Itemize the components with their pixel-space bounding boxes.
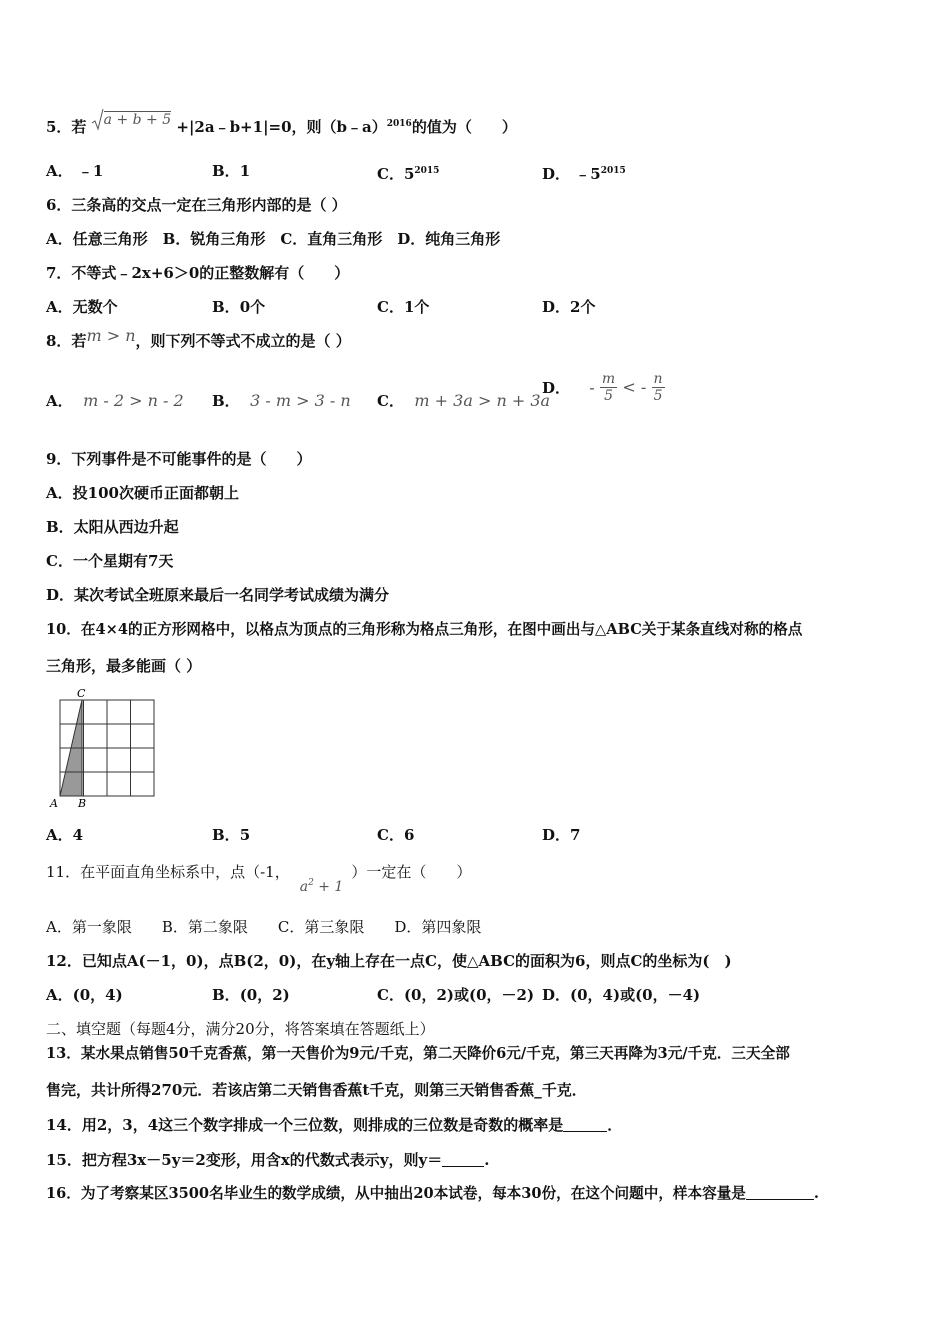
q9-option-b[interactable]: B．太阳从西边升起 [46,518,179,536]
q5-sqrt: a + b + 5 [92,109,171,131]
q9-option-d[interactable]: D．某次考试全班原来最后一名同学考试成绩为满分 [46,586,390,604]
label-a: A [50,797,58,810]
q15-answer-blank[interactable] [442,1152,484,1167]
q12-option-a[interactable]: A．(0，4) [46,986,123,1004]
q12-stem: 12．已知点A(－1，0)，点B(2，0)，在y轴上存在一点C，使△ABC的面积为6，则点C的坐标为( ) [46,952,732,970]
label-b: B [78,797,87,810]
q10-option-b[interactable]: B．5 [212,826,251,844]
q12-option-c[interactable]: C．(0，2)或(0，－2) [377,986,535,1004]
grid-figure [48,686,160,810]
q8-option-d[interactable]: D． - $\frac{m}{5}$ < - $\frac{n}{5}$ [542,371,663,404]
q5-end: 的值为（ ） [411,118,517,136]
q5-option-a[interactable]: A． ﹣1 [46,162,104,180]
q8-stem: 8．若m > n，则下列不等式不成立的是（ ） [46,326,351,350]
q14-answer-blank[interactable] [563,1117,607,1132]
q8-option-a[interactable]: A． m - 2 > n - 2 [46,391,184,410]
q5-exp: 2016 [386,119,412,129]
q7-option-b[interactable]: B．0个 [212,298,266,316]
q6-stem: 6．三条高的交点一定在三角形内部的是（ ） [46,196,347,214]
q10-option-c[interactable]: C．6 [377,826,415,844]
q7-stem: 7．不等式﹣2x+6＞0的正整数解有（ ） [46,264,350,282]
q7-option-c[interactable]: C．1个 [377,298,430,316]
q9-stem: 9．下列事件是不可能事件的是（ ） [46,450,312,468]
q8-option-c[interactable]: C． m + 3a > n + 3a [377,391,551,410]
q8-condition: m > n [86,326,136,345]
q8-option-b[interactable]: B． 3 - m > 3 - n [212,391,351,410]
q5-mid: +|2a﹣b+1|=0，则（b﹣a） [176,118,387,136]
q10-stem-line2: 三角形，最多能画（ ） [46,657,202,675]
q5-option-c[interactable]: C．$5^{2015}$ [377,165,440,183]
q14-stem: 14．用2，3，4这三个数字排成一个三位数，则排成的三位数是奇数的概率是 ． [46,1116,623,1134]
q16-answer-blank[interactable] [746,1185,814,1200]
q5-option-d[interactable]: D． $﹣5^{2015}$ [542,165,626,183]
q11-stem: 11．在平面直角坐标系中，点（-1，$a^2 + 1$）一定在（ ） [46,863,472,895]
q9-option-c[interactable]: C．一个星期有7天 [46,552,174,570]
q12-option-b[interactable]: B．(0，2) [212,986,290,1004]
q12-option-d[interactable]: D．(0，4)或(0，－4) [542,986,701,1004]
fraction-m-over-5: $\frac{m}{5}$ [601,371,616,404]
label-c: C [77,687,86,700]
q15-stem: 15．把方程3x－5y＝2变形，用含x的代数式表示y，则y＝ . [46,1151,490,1169]
q6-options[interactable]: A．任意三角形 B．锐角三角形 C．直角三角形 D．纯角三角形 [46,230,501,248]
q13-line1: 13．某水果点销售50千克香蕉，第一天售价为9元/千克，第二天降价6元/千克，第三天再降为3元/千克．三天全部 [46,1045,790,1062]
section-2-heading: 二、填空题（每题4分，满分20分，将答案填在答题纸上） [46,1020,435,1038]
q5-stem [46,114,517,139]
sqrt-sign-icon [92,109,104,131]
q10-stem-line1: 10．在4×4的正方形网格中，以格点为顶点的三角形称为格点三角形，在图中画出与△ABC关于某条直线对称的格点 [46,621,803,638]
q7-option-d[interactable]: D．2个 [542,298,596,316]
q11-options[interactable]: A．第一象限 B．第二象限 C．第三象限 D．第四象限 [46,918,482,936]
q10-option-a[interactable]: A．4 [46,826,84,844]
q11-expression: $a^2 + 1$ [299,878,344,895]
q10-option-d[interactable]: D．7 [542,826,581,844]
q16-stem: 16．为了考察某区3500名毕业生的数学成绩，从中抽出20本试卷，每本30份，在这个问题中，样本容量是 . [46,1185,819,1202]
q9-option-a[interactable]: A．投100次硬币正面都朝上 [46,484,239,502]
fraction-n-over-5: $\frac{n}{5}$ [653,371,663,404]
q5-prefix: 5．若 [46,118,87,136]
q7-option-a[interactable]: A．无数个 [46,298,118,316]
q5-option-b[interactable]: B．1 [212,162,251,180]
q13-line2: 售完，共计所得270元．若该店第二天销售香蕉t千克，则第三天销售香蕉_千克． [46,1081,587,1099]
